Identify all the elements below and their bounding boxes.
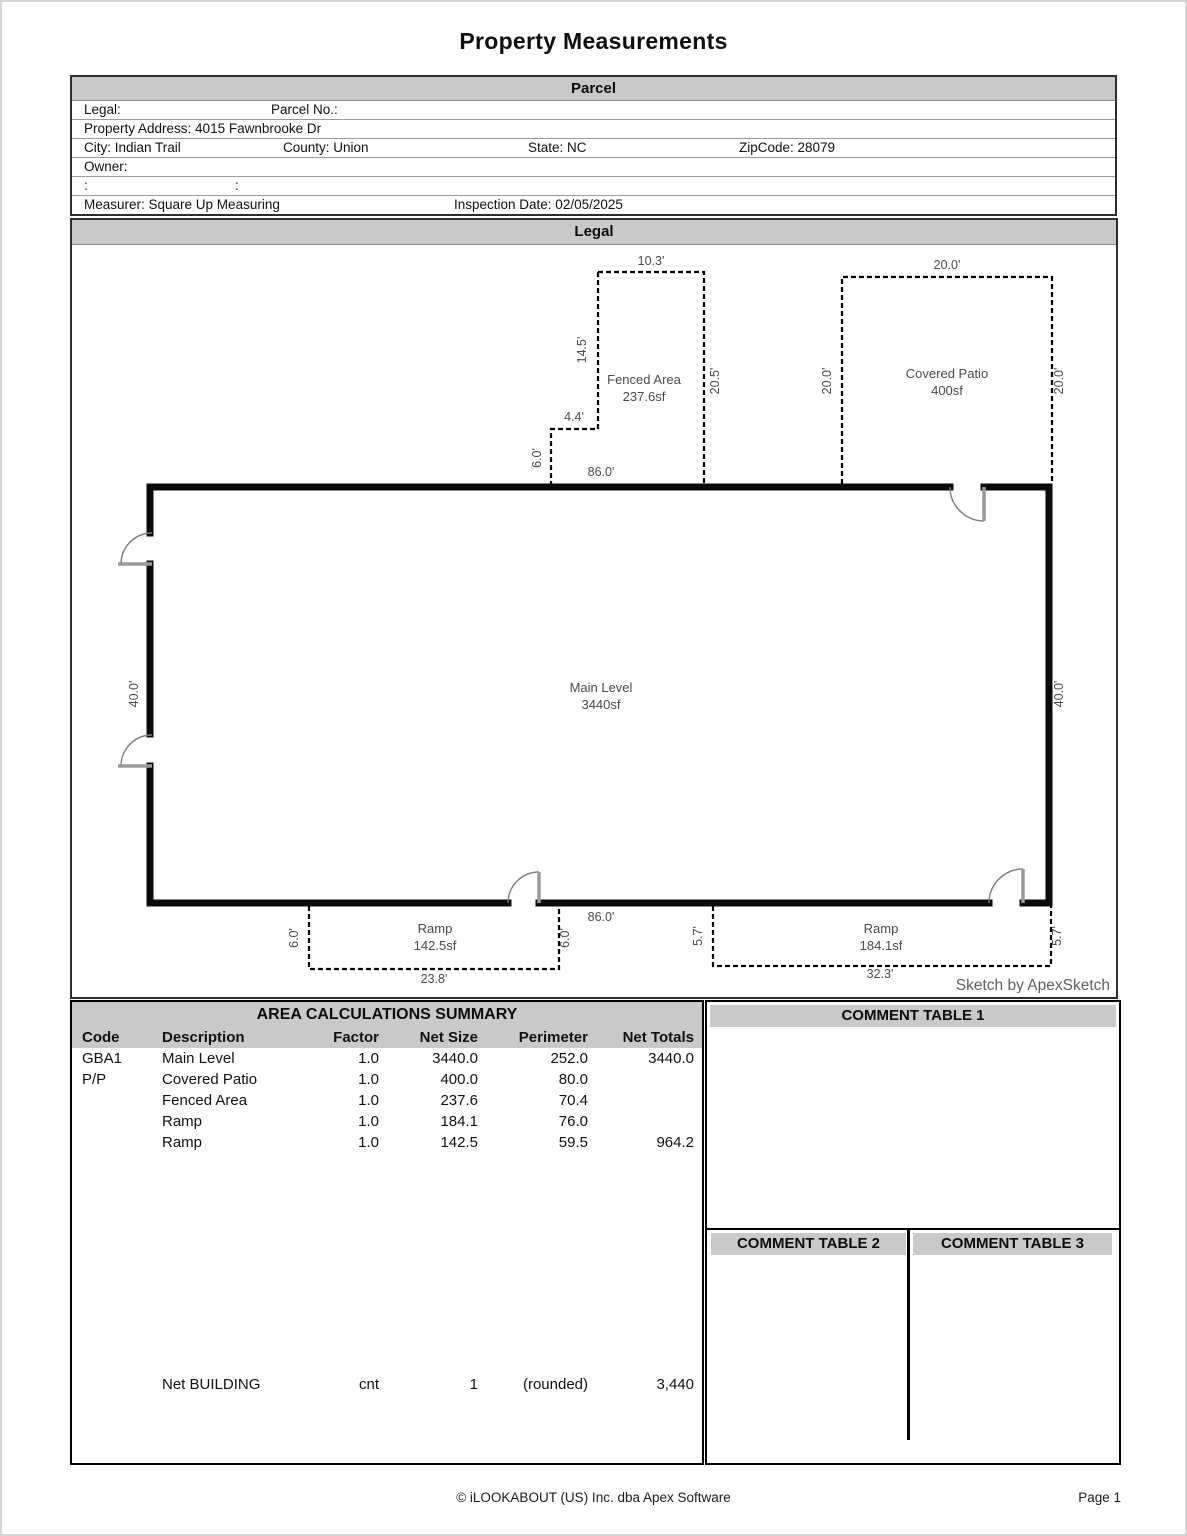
dim-patio-top: 20.0' <box>933 258 961 272</box>
cell-net-totals: 3440.0 <box>648 1050 694 1067</box>
cell-description: Ramp <box>162 1113 203 1130</box>
cell-factor: 1.0 <box>358 1050 379 1067</box>
main-level-labels <box>127 465 1066 924</box>
cell-factor: 1.0 <box>358 1092 379 1109</box>
dim-main-left: 40.0' <box>127 680 141 708</box>
table-row <box>72 1048 702 1069</box>
fenced-area-labels <box>530 254 722 468</box>
col-factor: Factor <box>333 1029 379 1046</box>
ramp-right-outline <box>713 906 1051 966</box>
door-bottom-right <box>989 869 1023 903</box>
cell-factor: 1.0 <box>358 1113 379 1130</box>
door-top-right <box>950 487 984 521</box>
county: County: Union <box>283 140 369 155</box>
dim-fence-right: 20.5' <box>708 367 722 395</box>
cell-net-size: 3440.0 <box>432 1050 478 1067</box>
parcel-no-label: Parcel No.: <box>271 102 338 117</box>
net-building-count: 1 <box>469 1376 478 1393</box>
dim-fence-step: 4.4' <box>564 410 584 424</box>
fenced-area-size: 237.6sf <box>622 389 666 404</box>
covered-patio-labels <box>820 258 1066 398</box>
inspection-date: Inspection Date: 02/05/2025 <box>454 197 623 212</box>
colon-right: : <box>235 178 239 193</box>
cell-perimeter: 76.0 <box>558 1113 588 1130</box>
parcel-row-measurer <box>72 196 1115 214</box>
fenced-area-name: Fenced Area <box>607 372 681 387</box>
parcel-section <box>70 75 1117 216</box>
comment-table-2-header: COMMENT TABLE 2 <box>711 1233 906 1255</box>
dim-main-top: 86.0' <box>587 465 615 479</box>
covered-patio-name: Covered Patio <box>905 366 989 381</box>
dim-patio-right: 20.0' <box>1052 367 1066 395</box>
comment-table-1 <box>705 1000 1121 1230</box>
parcel-row-legal <box>72 101 1115 120</box>
parcel-row-address <box>72 120 1115 139</box>
cell-factor: 1.0 <box>358 1134 379 1151</box>
dim-patio-left: 20.0' <box>820 367 834 395</box>
sketch-credit: Sketch by ApexSketch <box>955 977 1110 993</box>
dim-fence-top: 10.3' <box>637 254 665 268</box>
measurer: Measurer: Square Up Measuring <box>84 197 280 212</box>
dim-ramp-left-r: 6.0' <box>558 928 572 948</box>
dim-ramp-left-l: 6.0' <box>287 928 301 948</box>
owner-label: Owner: <box>84 159 128 174</box>
legal-label: Legal: <box>84 102 121 117</box>
ramp-right-name: Ramp <box>863 921 899 936</box>
cell-net-size: 237.6 <box>440 1092 478 1109</box>
net-building-total: 3,440 <box>656 1376 694 1393</box>
cell-net-totals: 964.2 <box>656 1134 694 1151</box>
cell-perimeter: 70.4 <box>558 1092 588 1109</box>
area-calculations-section <box>70 1000 704 1465</box>
parcel-row-blank <box>72 177 1115 196</box>
comment-table-divider <box>907 1230 910 1440</box>
net-building-row <box>72 1374 702 1395</box>
door-bottom-middle <box>508 872 539 903</box>
col-perimeter: Perimeter <box>518 1029 588 1046</box>
dim-ramp-left-b: 23.8' <box>420 972 448 986</box>
net-building-rounded: (rounded) <box>522 1376 588 1393</box>
legal-section <box>70 218 1118 999</box>
property-address: Property Address: 4015 Fawnbrooke Dr <box>84 121 322 136</box>
footer-page-number: Page 1 <box>1078 1490 1121 1505</box>
dim-ramp-right-l: 5.7' <box>691 926 705 946</box>
ramp-left-name: Ramp <box>417 921 453 936</box>
dim-ramp-right-r: 5.7' <box>1050 926 1064 946</box>
colon-left: : <box>84 178 88 193</box>
city: City: Indian Trail <box>84 140 181 155</box>
cell-net-size: 142.5 <box>440 1134 478 1151</box>
cell-net-size: 184.1 <box>440 1113 478 1130</box>
cell-factor: 1.0 <box>358 1071 379 1088</box>
cell-code: P/P <box>82 1071 107 1088</box>
ramp-right-labels <box>691 921 1064 981</box>
door-left-upper <box>118 533 152 564</box>
table-row <box>72 1132 702 1153</box>
cell-description: Covered Patio <box>162 1071 258 1088</box>
covered-patio-size: 400sf <box>931 383 963 398</box>
parcel-header: Parcel <box>72 77 1115 101</box>
net-building-label: Net BUILDING <box>162 1376 261 1393</box>
area-calc-title: AREA CALCULATIONS SUMMARY <box>72 1002 702 1027</box>
main-level-size: 3440sf <box>581 697 621 712</box>
cell-perimeter: 80.0 <box>558 1071 588 1088</box>
col-net-totals: Net Totals <box>622 1029 694 1046</box>
dim-fence-left-upper: 14.5' <box>575 336 589 364</box>
area-calc-column-headers <box>72 1027 702 1048</box>
dim-ramp-right-b: 32.3' <box>866 967 894 981</box>
cell-description: Main Level <box>162 1050 235 1067</box>
ramp-left-labels <box>287 921 572 986</box>
cell-code: GBA1 <box>82 1050 123 1067</box>
dim-fence-left-lower: 6.0' <box>530 448 544 468</box>
col-description: Description <box>162 1029 245 1046</box>
floorplan-sketch <box>72 245 1112 993</box>
cell-description: Ramp <box>162 1134 203 1151</box>
table-row <box>72 1090 702 1111</box>
cell-description: Fenced Area <box>162 1092 248 1109</box>
dim-main-bottom: 86.0' <box>587 910 615 924</box>
table-row <box>72 1111 702 1132</box>
footer-copyright: © iLOOKABOUT (US) Inc. dba Apex Software <box>456 1490 731 1505</box>
cell-net-size: 400.0 <box>440 1071 478 1088</box>
net-building-cnt: cnt <box>358 1376 379 1393</box>
col-code: Code <box>82 1029 120 1046</box>
cell-perimeter: 252.0 <box>550 1050 588 1067</box>
zipcode: ZipCode: 28079 <box>739 140 836 155</box>
cell-perimeter: 59.5 <box>558 1134 588 1151</box>
main-level-walls <box>150 487 1049 903</box>
ramp-left-size: 142.5sf <box>413 938 457 953</box>
page-title: Property Measurements <box>459 28 728 54</box>
col-net-size: Net Size <box>419 1029 478 1046</box>
parcel-row-owner <box>72 158 1115 177</box>
main-level-name: Main Level <box>569 680 633 695</box>
table-row <box>72 1069 702 1090</box>
parcel-row-city <box>72 139 1115 158</box>
door-left-lower <box>118 735 152 766</box>
dim-main-right: 40.0' <box>1052 680 1066 708</box>
comment-table-1-header: COMMENT TABLE 1 <box>710 1005 1116 1027</box>
comment-table-3-header: COMMENT TABLE 3 <box>913 1233 1112 1255</box>
legal-header: Legal <box>72 220 1116 245</box>
ramp-right-size: 184.1sf <box>859 938 903 953</box>
state: State: NC <box>528 140 587 155</box>
comment-tables-2-3 <box>705 1228 1121 1465</box>
